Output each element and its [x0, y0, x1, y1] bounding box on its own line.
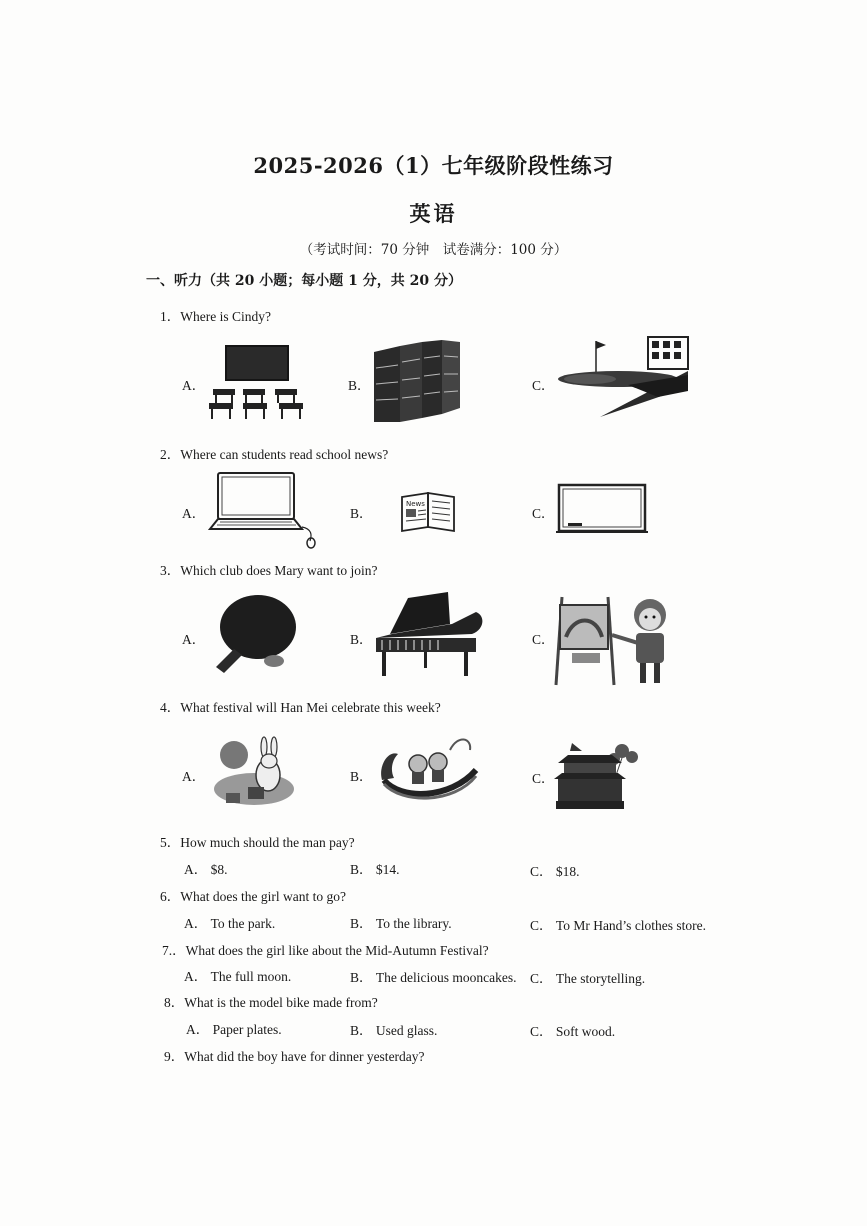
- question-number: 9．: [164, 1049, 185, 1064]
- question-6: [160, 885, 346, 905]
- svg-text:News: News: [406, 500, 425, 508]
- option-b: B． Used glass.: [350, 1023, 438, 1038]
- question-number: 7.．: [162, 943, 186, 958]
- option-a: A． The full moon.: [184, 969, 292, 984]
- question-text: Which club does Mary want to join?: [180, 563, 378, 578]
- option-label: B．: [350, 632, 373, 647]
- painting-boy-icon: [552, 595, 677, 687]
- option-a: A． $8.: [184, 862, 228, 877]
- option-b: B． The delicious mooncakes.: [350, 970, 517, 985]
- laptop-icon: [208, 471, 326, 549]
- question-text: What festival will Han Mei celebrate this week?: [180, 700, 441, 715]
- option-label: B．: [350, 769, 373, 784]
- question-3: [160, 559, 377, 579]
- option-label: A．: [182, 378, 206, 393]
- option-label: C．: [532, 771, 555, 786]
- question-2: [160, 443, 388, 463]
- dragon-boat-icon: [380, 730, 480, 810]
- question-4: [160, 696, 441, 716]
- option-a: A． To the park.: [184, 916, 276, 931]
- blackboard-icon: [556, 483, 648, 535]
- library-bookshelf-icon: [372, 338, 462, 424]
- option-label: A．: [182, 632, 206, 647]
- option-label: A．: [182, 769, 206, 784]
- exam-info: （考试时间：70 分钟 试卷满分：100 分）: [299, 242, 568, 258]
- option-b: B． $14.: [350, 862, 400, 877]
- question-text: What did the boy have for dinner yesterday?: [184, 1049, 425, 1064]
- playground-icon: [548, 335, 693, 425]
- option-b: B． To the library.: [350, 916, 452, 931]
- option-c: C． To Mr Hand’s clothes store.: [530, 918, 707, 933]
- national-day-tiananmen-icon: [552, 737, 647, 813]
- option-label: C．: [532, 378, 555, 393]
- question-9: [164, 1045, 425, 1065]
- question-number: 8．: [164, 995, 185, 1010]
- question-number: 3．: [160, 563, 181, 578]
- option-c: C． $18.: [530, 864, 580, 879]
- option-label: B．: [350, 506, 373, 521]
- section-title: 一、听力（共 20 小题；每小题 1 分，共 20 分）: [146, 273, 462, 289]
- question-text: What is the model bike made from?: [184, 995, 378, 1010]
- question-number: 6．: [160, 889, 181, 904]
- question-7: [162, 939, 489, 959]
- option-c: C． The storytelling.: [530, 971, 646, 986]
- question-number: 5．: [160, 835, 181, 850]
- question-number: 1．: [160, 309, 181, 324]
- exam-title: 2025-2026（1）七年级阶段性练习: [253, 153, 614, 178]
- option-a: A． Paper plates.: [186, 1022, 282, 1037]
- subject-title: 英语: [409, 201, 458, 226]
- question-number: 2．: [160, 447, 181, 462]
- question-text: Where is Cindy?: [180, 309, 271, 324]
- mid-autumn-rabbit-icon: [212, 733, 297, 809]
- option-label: B．: [348, 378, 371, 393]
- option-label: C．: [532, 506, 555, 521]
- ping-pong-paddle-icon: [212, 593, 302, 675]
- option-c: C． Soft wood.: [530, 1024, 616, 1039]
- question-1: [160, 305, 271, 325]
- newspaper-icon: [400, 493, 456, 533]
- piano-icon: [372, 590, 490, 680]
- question-text: Where can students read school news?: [180, 447, 389, 462]
- option-label: A．: [182, 506, 206, 521]
- question-8: [164, 991, 378, 1011]
- question-number: 4．: [160, 700, 181, 715]
- option-label: C．: [532, 632, 555, 647]
- question-text: How much should the man pay?: [180, 835, 355, 850]
- question-5: [160, 831, 355, 851]
- question-text: What does the girl want to go?: [180, 889, 346, 904]
- question-text: What does the girl like about the Mid-Autumn Festival?: [185, 943, 489, 958]
- classroom-icon: [205, 343, 310, 423]
